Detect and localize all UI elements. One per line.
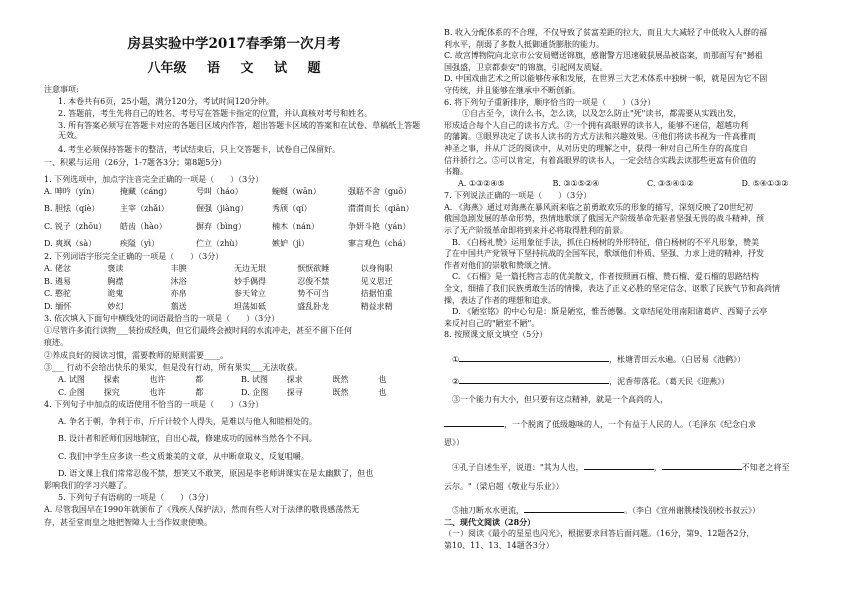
q2-cell: A. 佬忿 xyxy=(44,264,71,274)
q1-cell: 强聒不舍（guō） xyxy=(348,186,412,196)
q2-cell: C. 憨驼 xyxy=(44,289,71,299)
q4-option: B. 设计者和匠师们因地制宜，自出心裁，修建成功的园林当然各个不同。 xyxy=(58,434,317,444)
q3-cell: 探求 xyxy=(286,375,303,385)
q6-line: 的藩篱。③眼界决定了读书人读书的方式方法和兴趣效果。④他们将读书视为一件高雅而 xyxy=(444,132,756,142)
q1-cell: 主宰（zhǎi） xyxy=(120,204,169,214)
q5-stem: 5. 下列句子有语病的一项是（ ）（3分） xyxy=(58,493,214,503)
q1-option-row xyxy=(44,222,424,235)
q1-cell: 潸潸而长（qiān） xyxy=(348,204,414,214)
q6-line: 信并骄行之。⑤可以肯定，有着高眼界的读书人，一定会结合实践去读那些更富有价值的 xyxy=(444,155,756,165)
notice-item: 1. 本卷共有6页，25小题，满分120分，考试时间120分钟。 xyxy=(58,96,274,106)
q1-cell: 寥言观色（chá） xyxy=(348,239,411,249)
q8-text: 。（李白《宣州谢朓楼饯别校书叔云》） xyxy=(624,506,760,516)
q8-item: ④孔子自述生平，说道："其为人也， ， 不知老之将至 xyxy=(444,460,836,472)
q1-cell: 掩藏（cáng） xyxy=(120,186,172,196)
q1-option-row xyxy=(44,204,424,217)
q8-marker: ① xyxy=(452,354,460,364)
q3-cell: 也许 xyxy=(149,387,166,397)
q2-cell: 亦帛 xyxy=(170,289,187,299)
q6-options xyxy=(444,179,836,192)
q6-option: D. ⑤④①③② xyxy=(741,178,789,188)
q3-stem: 3. 依次填入下面句中横线处的词语最恰当的一项是（ ）（3分） xyxy=(44,314,280,324)
q7-line: 全文，细描了我们民族勇敢生活的情操，表达了正义必胜的坚定信念，讴歌了民族气节和高尚情 xyxy=(444,283,780,293)
fill-blank[interactable] xyxy=(444,417,504,427)
q8-marker: ② xyxy=(452,376,460,386)
fill-blank[interactable] xyxy=(662,460,742,470)
q2-cell: 妙手偶得 xyxy=(233,276,266,286)
q7-line: 俄国急剧发展的革命形势，热情地歌颂了俄国无产阶级革命先驱者坚强无畏的战斗精神，预 xyxy=(444,214,764,224)
q3-cell: 也许 xyxy=(149,375,166,385)
q1-cell: 伫立（zhù） xyxy=(196,239,243,249)
q2-stem: 2. 下列词语字形完全正确的一项是（ ）（3分） xyxy=(44,251,224,261)
q2-cell: 忍俊不禁 xyxy=(297,276,330,286)
q7-line: 了在中国共产党领导下坚持抗战的全国军民，歌颂他们朴质、坚强、力求上进的精神，抒发 xyxy=(444,249,764,259)
q1-cell: 倔强（jiàng） xyxy=(196,204,249,214)
q4-option: 影响我们的学习兴趣了。 xyxy=(44,480,132,490)
left-column xyxy=(44,0,424,595)
q7-line: B. 《白杨礼赞》运用象征手法，抓住白杨树的外形特征，借白杨树的不平凡形象，赞美 xyxy=(452,237,759,247)
q8-text: ④孔子自述生平，说道："其为人也， xyxy=(452,462,584,472)
q5-line: 利水平，削弱了多数人抵御通货膨胀的能力。 xyxy=(444,39,604,49)
q3-line: ③___ 行动不会给出快乐的果实，但是没有行动，所有果实___无法收获。 xyxy=(44,362,303,372)
q8-text: ，泥香带落花。（葛天民《迎燕》） xyxy=(609,376,730,386)
q2-cell: B. 遴易 xyxy=(44,276,71,286)
section1-heading: 一、积累与运用（26分，1-7题各3分；第8题5分） xyxy=(44,157,227,167)
q1-cell: 摒弃（bìng） xyxy=(196,221,246,231)
q1-cell: 嫉妒（jì） xyxy=(272,239,310,249)
q2-option-row xyxy=(44,289,424,302)
q2-cell: 翦送 xyxy=(170,301,187,311)
q8-text: ⑤抽刀断水水更流， xyxy=(452,506,524,516)
q8-text: 恩》） xyxy=(444,438,464,448)
fill-blank[interactable] xyxy=(459,374,609,384)
q6-stem: 6. 将下列句子重新排序，顺序恰当的一项是（ ）（3分） xyxy=(444,97,656,107)
q7-line: 作者对他们的崇敬和赞颂之情。 xyxy=(444,260,556,270)
q7-line: 来反衬自己的"陋室不陋"。 xyxy=(444,318,540,328)
q5-line: B. 收入分配体系的不合理，不仅导致了贫富差距的拉大，而且大大减轻了中低收入人群的福 xyxy=(444,28,767,37)
q3-cell: A. 试图 xyxy=(58,375,85,385)
q4-stem: 4. 下列句子中加点的成语使用不恰当的一项是（ ）（3分） xyxy=(44,400,264,410)
q2-cell: 无边无垠 xyxy=(233,264,266,274)
q8-item xyxy=(444,503,836,515)
q2-cell: 妙幻 xyxy=(107,301,124,311)
q5-line: 守传统，并且能够在继承中不断创新。 xyxy=(444,85,580,95)
q3-cell: 都 xyxy=(195,375,204,385)
q3-line: ②养成良好的阅读习惯，需要教师的原则需要____。 xyxy=(44,350,228,360)
q8-text: ，一个脱离了低级趣味的人，一个有益于人民的人。（毛泽东《纪念白求 xyxy=(504,419,756,429)
q2-cell: 参天耸立 xyxy=(233,289,266,299)
q7-line: A. 《海燕》通过对海燕在暴风雨来临之前勇敢欢乐的形象的描写，深刻反映了20世纪初 xyxy=(444,202,754,212)
q4-option: C. 我们中学生应多读一些文质兼美的文章，从中断章取义，反复咀嚼。 xyxy=(58,451,309,461)
q3-cell: D. 企图 xyxy=(241,387,269,397)
q2-cell: 沐浴 xyxy=(170,276,187,286)
exam-title: 房县实验中学2017春季第一次月考 xyxy=(127,36,341,52)
q1-cell: C. 锐子（zhōu） xyxy=(44,221,107,231)
q3-option-row xyxy=(44,388,424,401)
q1-cell: 疾隘（yì） xyxy=(120,239,160,249)
q3-line: ①尽管许多流行读物___装扮成经典，但它们最终会被时间的水流冲走，甚至不留下任何 xyxy=(44,326,352,336)
q8-text: ，枨塘青田云水遍。（白居易《池鹤》） xyxy=(609,354,746,364)
q2-cell: D. 缅怀 xyxy=(44,301,72,311)
q3-cell: 既然 xyxy=(332,375,349,385)
q1-cell: D. 爽飒（sà） xyxy=(44,239,97,249)
q3-cell: 也 xyxy=(378,375,387,385)
q3-cell: 探索 xyxy=(103,375,120,385)
q5-line: A. 尽管我国早在1990年就颁布了《残疾人保护法》，然而有些人对于法律的敬畏感荡然无 xyxy=(44,505,360,515)
q7-line: 操，表达了作者的理想和追求。 xyxy=(444,295,556,305)
q6-line: ①自古至今，读什么书，怎么读，以及怎么防止"死"读书，都需要从实践出发， xyxy=(462,109,742,119)
q2-cell: 势不可当 xyxy=(297,289,330,299)
notice-item: 4. 考生必须保持答题卡的整洁，考试结束后，只上交答题卡，试卷自己保留好。 xyxy=(58,145,341,155)
q3-cell: 探究 xyxy=(103,387,120,397)
q6-line: 神圣之事，并从广泛的阅读中，从对历史的理解之中，获得一种对自己所生存的高度自 xyxy=(444,143,748,153)
q2-cell: 见义思迁 xyxy=(360,276,393,286)
q2-option-row xyxy=(44,264,424,277)
fill-blank[interactable] xyxy=(584,460,654,470)
q3-cell: 也 xyxy=(378,387,387,397)
q1-cell: 楠木（nán） xyxy=(272,221,320,231)
q1-stem: 1. 下列选项中，加点字注音完全正确的一项是（ ）（3分） xyxy=(44,174,264,184)
q1-cell: 秀颀（qí） xyxy=(272,204,312,214)
q2-cell: 坦荡如砥 xyxy=(233,301,266,311)
q2-cell: 以身徇职 xyxy=(360,264,393,274)
q8-item xyxy=(444,417,836,429)
q2-cell: 盛乱卧龙 xyxy=(297,301,330,311)
fill-blank[interactable] xyxy=(524,503,624,513)
q3-cell: 既然 xyxy=(332,387,349,397)
q8-text: 不知老之将至 xyxy=(741,462,790,472)
q1-option-row xyxy=(44,187,424,200)
q3-cell: 都 xyxy=(195,387,204,397)
q6-line: 形成适合每个人自己的读书方式。②一个拥有高眼界的读书人，能够不迷信，超越功利 xyxy=(444,120,748,130)
q2-option-row xyxy=(44,302,424,315)
q2-cell: 恹恹欲睡 xyxy=(297,264,330,274)
q1-cell: 皓齿（hào） xyxy=(120,221,167,231)
fill-blank[interactable] xyxy=(459,352,609,362)
q1-cell: 号叫（háo） xyxy=(196,186,243,196)
exam-subtitle: 八年级 语 文 试 题 xyxy=(147,61,321,77)
q6-option: A. ①③②④⑤ xyxy=(458,178,505,188)
q2-option-row xyxy=(44,277,424,290)
q3-cell: C. 企图 xyxy=(58,387,85,397)
q4-option: D. 语文课上我们常常忍俊不禁，想笑又不敢笑，原因是李老师讲课实在是太幽默了，但也 xyxy=(58,468,374,478)
q2-cell: 胸襟 xyxy=(107,276,124,286)
q7-line: C. 《石榴》是一篇托物言志的优美散文，作者按照画石榴、赞石榴、爱石榴的思路结构 xyxy=(452,272,759,282)
q7-line: 示了无产阶级革命即将到来并必将取得胜利的前景。 xyxy=(444,226,628,235)
q3-cell: 探寻 xyxy=(286,387,303,397)
q3-line: 痕迹。 xyxy=(44,338,68,348)
q5-line: 存，甚至堂而皇之地把智障人士当作奴隶使唤。 xyxy=(44,517,212,527)
q8-item: ③一个能力有大小，但只要有这点精神，就是一个高尚的人， xyxy=(452,395,668,405)
q5-line: C. 故宫博物院向北京市公安局赠送锦旗，感谢警方迅速破获展品被盗案，而那面写有"撼祖 xyxy=(444,51,763,61)
q1-cell: B. 胆怯（qiè） xyxy=(44,204,100,214)
q2-cell: 丰腴 xyxy=(170,264,187,274)
q1-cell: 蜿蜒（wān） xyxy=(272,186,321,196)
q1-option-row xyxy=(44,239,424,252)
q5-line: 国强盛，卫京都泰安"的锦旗，引起网友质疑。 xyxy=(444,62,608,72)
section2-heading: 二、现代文阅读（28分） xyxy=(444,516,536,527)
notice-item: 2. 答题前，考生先将自己的姓名、考号写在答题卡指定的位置，并认真核对考号和姓名。 xyxy=(58,109,373,119)
q1-cell: A. 呻吟（yín） xyxy=(44,186,100,196)
q8-item xyxy=(444,352,836,364)
q2-cell: 褒读 xyxy=(107,264,124,274)
q6-line: 书籍。 xyxy=(444,167,468,177)
notice-heading: 注意事项: xyxy=(44,84,79,94)
q7-line: D. 《陋室铭》的中心句是：斯是陋室，惟吾德馨。文章结尾处用南阳诸葛庐、西蜀子云亭 xyxy=(452,307,768,317)
q8-item xyxy=(444,374,836,386)
q3-option-row xyxy=(44,375,424,388)
q8-text: 云尔。"（梁启超《敬业与乐业》） xyxy=(444,481,564,491)
section2-line: （一）阅读《最小的星星也闪光》，根据要求回答后面问题。（16分，第9、12题各2分， xyxy=(444,529,755,539)
q5-line: D. 中国戏曲艺术之所以能够传承和发展，在世界三大艺术体系中独树一帜，就是因为它不固 xyxy=(444,74,768,84)
q6-option: C. ③⑤④①② xyxy=(647,178,694,188)
q4-option: A. 争名于朝，争利于市，斤斤计较个人得失，是难以与他人和睦相处的。 xyxy=(58,417,317,427)
section2-line: 第10、11、13、14题各3分） xyxy=(444,540,554,550)
right-column xyxy=(444,0,836,595)
q7-stem: 7. 下列说法正确的一项是（ ）（3分） xyxy=(444,191,592,201)
q2-cell: 拮据怕重 xyxy=(360,289,393,299)
q6-option: B. ③①⑤②④ xyxy=(552,178,600,188)
q2-cell: 精益求精 xyxy=(360,301,393,311)
q8-stem: 8. 按照课文原文填空（5分） xyxy=(444,330,548,340)
q1-cell: 争妍斗艳（yán） xyxy=(348,221,411,231)
q3-cell: B. 试图 xyxy=(241,375,268,385)
q2-cell: 诡鬼 xyxy=(107,289,124,299)
notice-item: 3. 所有答案必须写在答题卡对应的各题目区域内作答，超出答题卡区域的答案和在试卷、草稿纸上答题无效。 xyxy=(58,121,421,140)
